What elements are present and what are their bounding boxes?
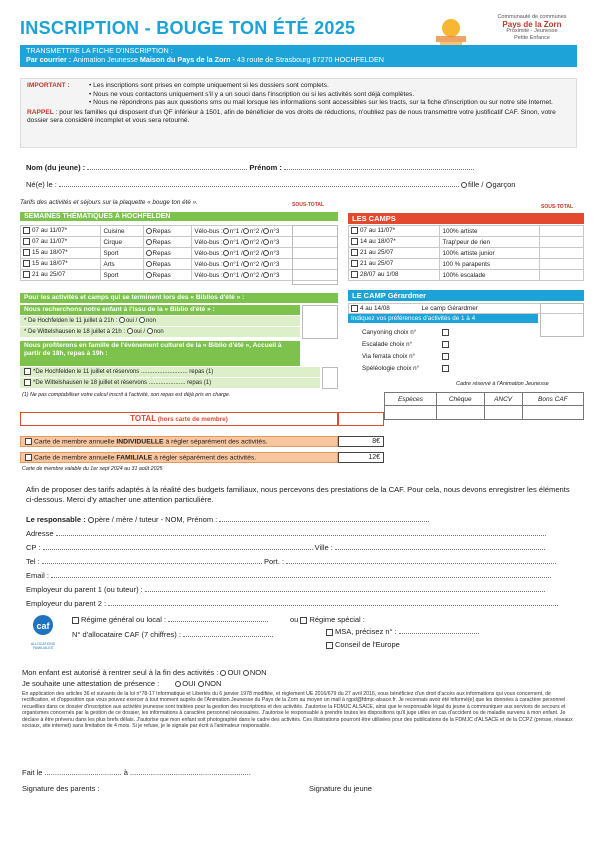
regime-special: ou Régime spécial : [290, 615, 365, 624]
velobus-radio[interactable] [223, 272, 229, 278]
velobus-radio[interactable] [263, 228, 269, 234]
adresse-row: Adresse [26, 529, 576, 538]
gerardmer-activity: Canyoning choix n° [362, 327, 482, 339]
reserve-cell [484, 406, 522, 420]
individuelle-price: 8€ [338, 436, 384, 447]
camp-row [349, 270, 584, 281]
important-notice: IMPORTANT : • Les inscriptions sont prises en compte uniquement si les dossiers sont complets. • Nous ne vous contactons uniquement s'il y a un souci dans l'inscription ou si les activités sont déjà complètes. • Nous ne répondrons pas aux questions sms ou mail lorsque les informations sont accessibles sur les tracts, sur la fiche d'inscription ou sur notre site Internet. RAPPEL : pour les familles qui disposent d'un QF inférieur à 1501, afin de bénéficier de vos droits de réductions, n'oubliez pas de nous transmettre votre justificatif CAF. Sinon, votre dossier sera considéré incomplet et vous sera retourné. [20, 78, 577, 148]
camp-subtotal-cell[interactable] [540, 248, 584, 259]
cp-row: CP : Ville : [26, 543, 576, 552]
gerardmer-header: LE CAMP Gérardmer [348, 290, 584, 301]
velobus-radio[interactable] [263, 272, 269, 278]
autorise-oui-radio[interactable] [220, 670, 226, 676]
velobus-radio[interactable] [243, 228, 249, 234]
semaines-subtotal-box[interactable] [292, 225, 338, 285]
semaine-row [21, 237, 338, 248]
camp-checkbox[interactable] [351, 249, 358, 256]
semaine-repas: Repas [143, 237, 192, 248]
caf-logo: caf ALLOCATIONS FAMILIALES [24, 614, 62, 652]
hoch-repas-checkbox[interactable] [24, 368, 31, 375]
semaines-header: SEMAINES THÉMATIQUES À HOCHFELDEN [20, 212, 338, 221]
pere-radio[interactable] [88, 517, 94, 523]
gerardmer-activity: Spéléologie choix n° [362, 363, 482, 375]
autorise-row: Mon enfant est autorisé à rentrer seul à la fin des activités : OUI NON [22, 668, 267, 677]
responsable-name-field[interactable] [219, 521, 429, 522]
nom-field[interactable] [87, 169, 247, 170]
transmit-banner: TRANSMETTRE LA FICHE D'INSCRIPTION : Par courrier : Animation Jeunesse Maison du Pays de la Zorn - 43 route de Strasbourg 67270 HOCHFELDEN [20, 45, 577, 67]
semaine-dates: 15 au 18/07* [21, 259, 101, 270]
camp-dates: 21 au 25/07 [349, 259, 440, 270]
velobus-radio[interactable] [223, 261, 229, 267]
velobus-radio[interactable] [243, 250, 249, 256]
europe-row: Conseil de l'Europe [326, 640, 400, 649]
port-field[interactable] [286, 563, 556, 564]
cp-field[interactable] [43, 549, 313, 550]
tel-field[interactable] [42, 563, 262, 564]
repas-radio[interactable] [146, 261, 152, 267]
semaine-theme: Sport [101, 248, 143, 259]
employeur1-field[interactable] [145, 591, 545, 592]
velobus-radio[interactable] [223, 239, 229, 245]
gerardmer-activity: Escalade choix n° [362, 339, 482, 351]
camp-label: 100 % parapents [440, 259, 540, 270]
regime-general-checkbox[interactable] [72, 617, 79, 624]
repas-radio[interactable] [146, 239, 152, 245]
employeur1-row: Employeur du parent 1 (ou tuteur) : [26, 585, 576, 594]
semaine-repas: Repas [143, 248, 192, 259]
carte-familiale: Carte de membre annuelle FAMILIALE à régler séparément des activités. [20, 452, 338, 463]
biblios-subtotal-box[interactable] [302, 305, 338, 339]
camp-checkbox[interactable] [351, 227, 358, 234]
attestation-non-radio[interactable] [198, 681, 204, 687]
reserve-col-header: Espèces [385, 393, 437, 406]
employeur2-row: Employeur du parent 2 : [26, 599, 576, 608]
pays-zorn-logo: Communauté de communes Pays de la Zorn Proximité · Jeunesse Petite Enfance [497, 14, 567, 41]
semaine-theme: Sport [101, 270, 143, 281]
hoch-repas: *De Hochfelden le 11 juillet et réservons ............................ repas (1) [20, 367, 320, 377]
hoch-non-radio[interactable] [139, 317, 145, 323]
semaine-checkbox[interactable] [23, 227, 30, 234]
witt-non-radio[interactable] [147, 328, 153, 334]
semaine-row [21, 226, 338, 237]
velobus-radio[interactable] [243, 239, 249, 245]
msa-row: MSA, précisez n° : [326, 627, 479, 636]
semaine-dates: 07 au 11/07* [21, 226, 101, 237]
semaine-velobus: Vélo-bus : n°1 / n°2 / n°3 [192, 259, 338, 270]
witt-repas: *De Wittelshausen le 18 juillet et réservons ...................... repas (1) [20, 378, 320, 388]
email-row: Email : [26, 571, 576, 580]
semaine-velobus: Vélo-bus : n°1 / n°2 / n°3 [192, 237, 338, 248]
semaine-checkbox[interactable] [23, 271, 30, 278]
svg-text:caf: caf [36, 621, 50, 631]
msa-field[interactable] [399, 633, 479, 634]
msa-checkbox[interactable] [326, 629, 333, 636]
carte-individuelle: Carte de membre annuelle INDIVIDUELLE à régler séparément des activités. [20, 436, 338, 447]
semaine-velobus: Vélo-bus : n°1 / n°2 / n°3 [192, 270, 338, 281]
caf-intro: Afin de proposer des tarifs adaptés à la réalité des budgets familiaux, nous percevons des prestations de la CAF. Pour cela, nous devons enregistrer les éléments ci-dessous. Merci d'y attacher une attention particulière. [26, 485, 570, 504]
camps-header: LES CAMPS [348, 213, 584, 224]
birth-row: Né(e) le : fille / garçon [26, 180, 516, 189]
total-box[interactable] [338, 412, 384, 426]
tel-row: Tel : Port. : [26, 557, 576, 566]
witt-oui-radio[interactable] [127, 328, 133, 334]
signature-jeune: Signature du jeune [309, 784, 372, 793]
email-field[interactable] [51, 577, 551, 578]
camp-subtotal-cell[interactable] [540, 237, 584, 248]
reserve-cell [522, 406, 583, 420]
sun-logo [432, 14, 470, 46]
velobus-radio[interactable] [243, 261, 249, 267]
page-title: INSCRIPTION - BOUGE TON ÉTÉ 2025 [20, 18, 356, 38]
europe-checkbox[interactable] [326, 642, 333, 649]
familiale-price: 12€ [338, 452, 384, 463]
reserve-cell [436, 406, 484, 420]
fait-le[interactable]: Fait le ..................................... à .......................................................... [22, 768, 251, 777]
semaine-theme: Cirque [101, 237, 143, 248]
semaine-dates: 15 au 18/07* [21, 248, 101, 259]
biblios-note: (1) Ne pas comptabiliser votre calcul inscrit à l'activité, son repas est déjà pris en charge. [22, 392, 231, 398]
regime-general-field[interactable] [168, 621, 268, 622]
semaine-dates: 21 au 25/07 [21, 270, 101, 281]
biblios-header: Pour les activités et camps qui se terminent lors des « Biblios d'été » : [20, 293, 338, 303]
carte-validity: Carte de membre valable du 1er sept 2024 au 31 août 2025 [22, 466, 163, 472]
camp-checkbox[interactable] [351, 238, 358, 245]
reserve-col-header: Chèque [436, 393, 484, 406]
semaine-theme: Arts [101, 259, 143, 270]
sous-total-left: SOUS-TOTAL [292, 202, 325, 208]
camp-label: 100% artiste junior [440, 248, 540, 259]
reserve-table [384, 392, 584, 420]
gerardmer-activities [362, 327, 482, 375]
camp-dates: 14 au 18/07* [349, 237, 440, 248]
repas-radio[interactable] [146, 250, 152, 256]
velobus-radio[interactable] [263, 250, 269, 256]
camp-dates: 07 au 11/07* [349, 226, 440, 237]
reserve-col-header: Bons CAF [522, 393, 583, 406]
choice-box[interactable] [442, 329, 449, 336]
hoch-oui-radio[interactable] [119, 317, 125, 323]
sous-total-right: SOUS-TOTAL [541, 204, 574, 210]
birthdate-field[interactable] [59, 186, 459, 187]
camps-table [348, 225, 584, 281]
camp-dates: 21 au 25/07 [349, 248, 440, 259]
camp-row [349, 259, 584, 270]
semaine-checkbox[interactable] [23, 260, 30, 267]
semaines-table [20, 225, 338, 281]
regime-general: Régime général ou local : [72, 615, 268, 624]
witt-pickup: * De Wittelshausen le 18 juillet à 21h : oui / non [20, 327, 300, 337]
fille-radio[interactable] [461, 182, 467, 188]
velobus-radio[interactable] [263, 239, 269, 245]
employeur2-field[interactable] [108, 605, 558, 606]
recherchons-header: Nous recherchons notre enfant à l'issu de la « Biblio d'été » : [20, 305, 300, 315]
camp-dates: 28/07 au 1/08 [349, 270, 440, 281]
semaine-checkbox[interactable] [23, 238, 30, 245]
garcon-radio[interactable] [486, 182, 492, 188]
name-row: Nom (du jeune) : Prénom : [26, 163, 566, 172]
semaine-dates: 07 au 11/07* [21, 237, 101, 248]
allocataire-row: N° d'allocataire CAF (7 chiffres) : [72, 630, 273, 639]
camp-label: 100% artiste [440, 226, 540, 237]
witt-repas-checkbox[interactable] [24, 379, 31, 386]
camps-subtotal-box[interactable] [540, 303, 584, 337]
camp-row [349, 248, 584, 259]
camp-label: Trap'peur de rien [440, 237, 540, 248]
repas-radio[interactable] [146, 228, 152, 234]
semaine-row [21, 270, 338, 281]
signature-parents: Signature des parents : [22, 784, 100, 793]
semaine-repas: Repas [143, 226, 192, 237]
legal-text: En application des articles 36 et suivants de la loi n°78-17 Informatique et Libertés du 6 janvier 1978 modifiée, et règlement UE 2016/679 du 27 avril 2016, vous bénéficiez d'un droit d'accès aux informations qui vous concernent, de rectification, et d'opposition que vous pouvez exercer à tout moment auprès de l'Animation Jeunesse du Pays de la Zorn au moyen un mail à rgpd@fdmjc-alsace.fr. Je reconnais avoir été informé(e) que les données à caractère personnel recueillies dans ce dossier d'inscription aux activités jeunesse sont traitées pour la gestion des inscriptions et des activités. J'autorise la FDMJC ALSACE, ainsi que le responsable légal du jeune à communiquer aux services de secours et organismes concernés par la gestion de ce dossier, les informations à caractère personnel nécessaires. J'autorise le responsable à prendre toutes les dispositions qu'il juge utiles en cas d'accident ou de maladie survenu à mon enfant. Je déclare à être prévenu dans les plus brefs délais. J'autorise que mon enfant soit photographié dans le cadre des activités. Ces illustrations pourront être utilisées pour des publications de la FDMJC d'ALSACE et de la CCPZ (presse, réseaux sociaux, site internet) sans limitation de 4 mois. Si je refuse, je le signale par écrit à l'animateur responsable. [22, 691, 573, 730]
tarifs-note: Tarifs des activités et séjours sur la plaquette « bouge ton été ». [20, 199, 198, 206]
camp-label: 100% escalade [440, 270, 540, 281]
velobus-radio[interactable] [243, 272, 249, 278]
regime-special-checkbox[interactable] [300, 617, 307, 624]
choice-box[interactable] [442, 341, 449, 348]
prenom-field[interactable] [284, 169, 474, 170]
carte-individuelle-checkbox[interactable] [25, 438, 32, 445]
reserve-col-header: ANCV [484, 393, 522, 406]
semaine-row [21, 259, 338, 270]
choice-box[interactable] [442, 353, 449, 360]
camp-subtotal-cell[interactable] [540, 226, 584, 237]
camp-row [349, 226, 584, 237]
attestation-row: Je souhaite une attestation de présence : OUI NON [22, 679, 222, 688]
profiterons-header: Nous profiterons en famille de l'évènement culturel de la « Biblio d'été », Accueil à partir de 18h, repas à 19h : [20, 341, 300, 366]
semaine-row [21, 248, 338, 259]
choice-box[interactable] [442, 365, 449, 372]
reserve-caption: Cadre réservé à l'Animation Jeunesse [456, 381, 549, 387]
camp-checkbox[interactable] [351, 260, 358, 267]
velobus-radio[interactable] [263, 261, 269, 267]
camp-subtotal-cell[interactable] [540, 259, 584, 270]
responsable-row: Le responsable : père / mère / tuteur - NOM, Prénom : [26, 515, 576, 524]
velobus-radio[interactable] [223, 228, 229, 234]
gerardmer-activity: Via ferrata choix n° [362, 351, 482, 363]
semaine-checkbox[interactable] [23, 249, 30, 256]
repas-subtotal-box[interactable] [322, 367, 338, 389]
camp-subtotal-cell[interactable] [540, 270, 584, 281]
total-row: TOTAL (hors carte de membre) [20, 412, 338, 426]
attestation-oui-radio[interactable] [175, 681, 181, 687]
semaine-theme: Cuisine [101, 226, 143, 237]
repas-radio[interactable] [146, 272, 152, 278]
gerardmer-row: 4 au 14/08 Le camp Gérardmer [348, 303, 584, 314]
camp-row [349, 237, 584, 248]
carte-familiale-checkbox[interactable] [25, 454, 32, 461]
allocataire-field[interactable] [183, 636, 273, 637]
gerardmer-checkbox[interactable] [351, 305, 358, 312]
semaine-velobus: Vélo-bus : n°1 / n°2 / n°3 [192, 226, 338, 237]
semaine-repas: Repas [143, 270, 192, 281]
semaine-repas: Repas [143, 259, 192, 270]
adresse-field[interactable] [56, 535, 546, 536]
semaine-velobus: Vélo-bus : n°1 / n°2 / n°3 [192, 248, 338, 259]
autorise-non-radio[interactable] [243, 670, 249, 676]
hochfelden-pickup: * De Hochfelden le 11 juillet à 21h : oui / non [20, 316, 300, 326]
gerardmer-pref: Indiquez vos préférences d'activités de 1 à 4 [348, 314, 538, 323]
camp-checkbox[interactable] [351, 271, 358, 278]
reserve-cell [385, 406, 437, 420]
ville-field[interactable] [335, 549, 545, 550]
velobus-radio[interactable] [223, 250, 229, 256]
